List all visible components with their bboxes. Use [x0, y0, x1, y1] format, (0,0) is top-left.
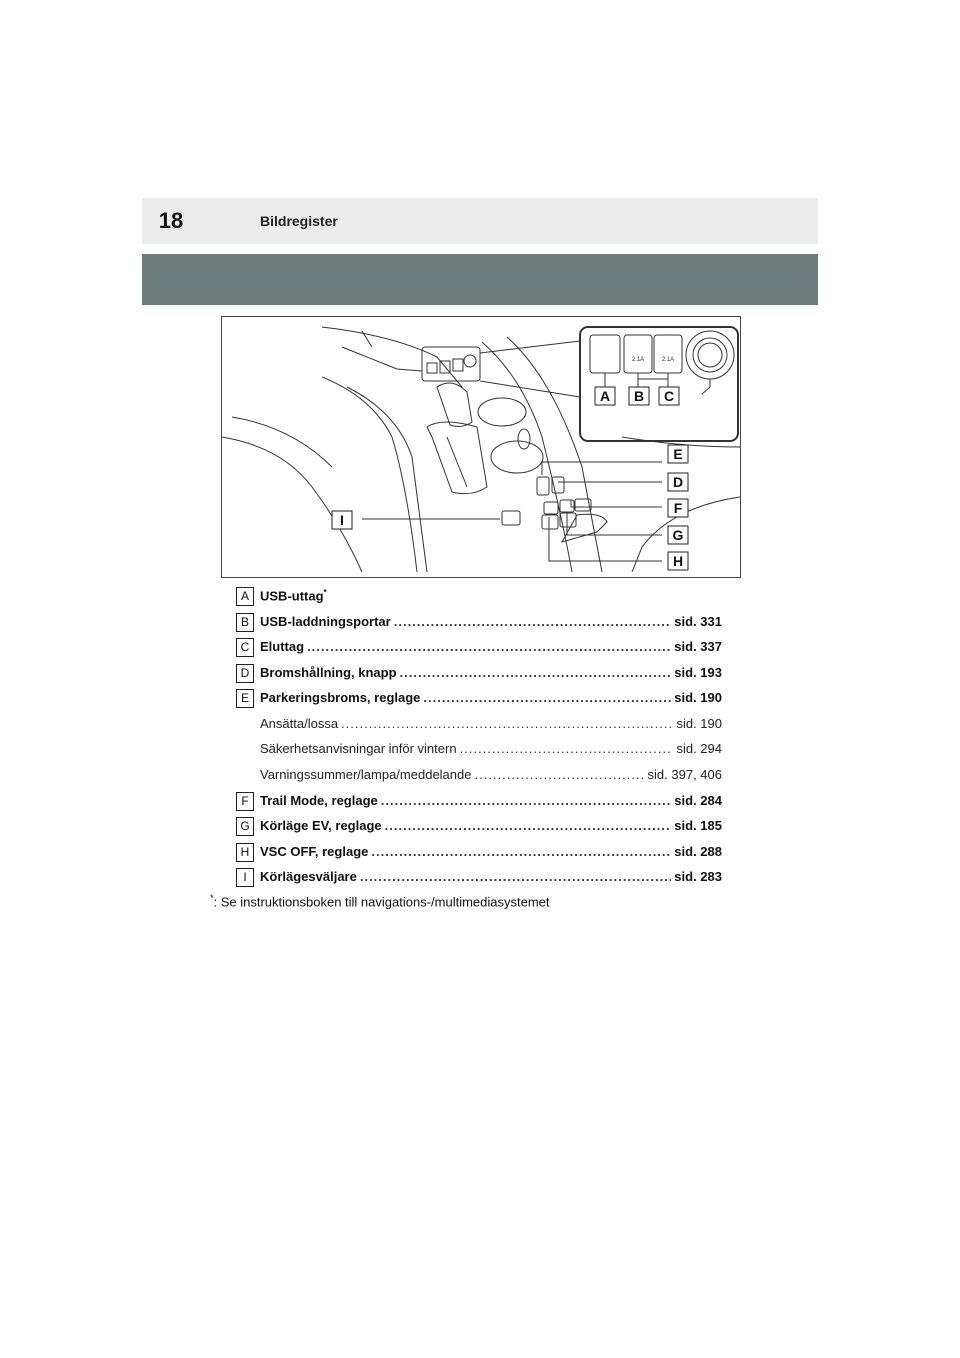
item-label: Trail Mode, reglage — [260, 792, 378, 808]
item-label: Säkerhetsanvisningar inför vintern — [260, 741, 457, 757]
badge: C — [236, 638, 254, 657]
svg-text:I: I — [340, 512, 344, 528]
usb-rating-b: 2.1A — [631, 357, 645, 363]
page-ref[interactable]: sid. 337 — [674, 639, 722, 654]
svg-text:G: G — [672, 527, 684, 543]
drive-mode-selector — [502, 511, 520, 525]
footnote: *: Se instruktionsboken till navigations-/multimediasystemet — [210, 893, 550, 910]
badge: F — [236, 792, 254, 811]
list-item — [236, 584, 722, 610]
console-drawing — [222, 317, 740, 577]
badge: H — [236, 843, 254, 862]
badge: D — [236, 664, 254, 683]
usb-rating-c: 2.1A — [661, 357, 675, 363]
svg-text:A: A — [599, 388, 611, 404]
list-item — [236, 789, 722, 815]
page-ref[interactable]: sid. 283 — [674, 869, 722, 885]
cupholder — [478, 398, 526, 426]
item-label: Körläge EV, reglage — [260, 818, 382, 834]
item-label: Bromshållning, knapp — [260, 664, 397, 680]
page-ref[interactable]: sid. 397, 406 — [647, 766, 722, 782]
dash-edge-line — [322, 327, 462, 387]
badge: E — [236, 689, 254, 708]
index-list — [236, 584, 722, 891]
sub-list-item — [236, 712, 722, 738]
list-item — [236, 865, 722, 891]
item-label: Eluttag — [260, 639, 305, 654]
header-bar — [142, 198, 818, 244]
item-label: Ansätta/lossa — [260, 715, 339, 731]
page-ref[interactable]: sid. 288 — [674, 843, 722, 859]
sub-list-item — [236, 737, 722, 763]
list-item — [236, 686, 722, 712]
page-ref[interactable]: sid. 185 — [674, 818, 722, 834]
page-ref[interactable]: sid. 190 — [676, 715, 722, 731]
page-ref[interactable]: sid. 284 — [674, 792, 722, 808]
port-panel — [422, 347, 480, 381]
console-right-edge — [482, 342, 572, 572]
badge: G — [236, 817, 254, 836]
svg-text:C: C — [663, 388, 675, 404]
page-ref[interactable]: sid. 331 — [674, 613, 722, 629]
console-left-edge — [322, 377, 417, 572]
svg-text:D: D — [672, 474, 684, 490]
svg-text:B: B — [633, 388, 645, 404]
shift-knob — [437, 383, 472, 426]
badge: A — [236, 587, 254, 606]
item-label: Varningssummer/lampa/meddelande — [260, 766, 472, 782]
item-label: VSC OFF, reglage — [260, 843, 369, 859]
item-label: Parkeringsbroms, reglage — [260, 690, 421, 705]
section-title: Bildregister — [260, 213, 338, 229]
brake-hold-button — [537, 477, 549, 495]
item-label: USB-uttag* — [260, 588, 327, 604]
sub-list-item — [236, 763, 722, 789]
page-ref[interactable]: sid. 294 — [676, 741, 722, 757]
console-illustration — [221, 316, 741, 578]
svg-text:H: H — [672, 553, 684, 569]
svg-text:F: F — [673, 500, 683, 516]
badge: I — [236, 868, 254, 887]
page-ref[interactable]: sid. 193 — [674, 664, 722, 680]
item-label: Körlägesväljare — [260, 869, 357, 885]
badge: B — [236, 613, 254, 632]
item-label: USB-laddningsportar — [260, 613, 391, 629]
page-ref[interactable]: sid. 190 — [674, 690, 722, 705]
list-item — [236, 635, 722, 661]
section-banner — [142, 254, 818, 305]
svg-text:E: E — [673, 446, 683, 462]
list-item — [236, 610, 722, 636]
list-item — [236, 840, 722, 866]
page-number: 18 — [158, 208, 184, 233]
list-item — [236, 814, 722, 840]
list-item — [236, 661, 722, 687]
